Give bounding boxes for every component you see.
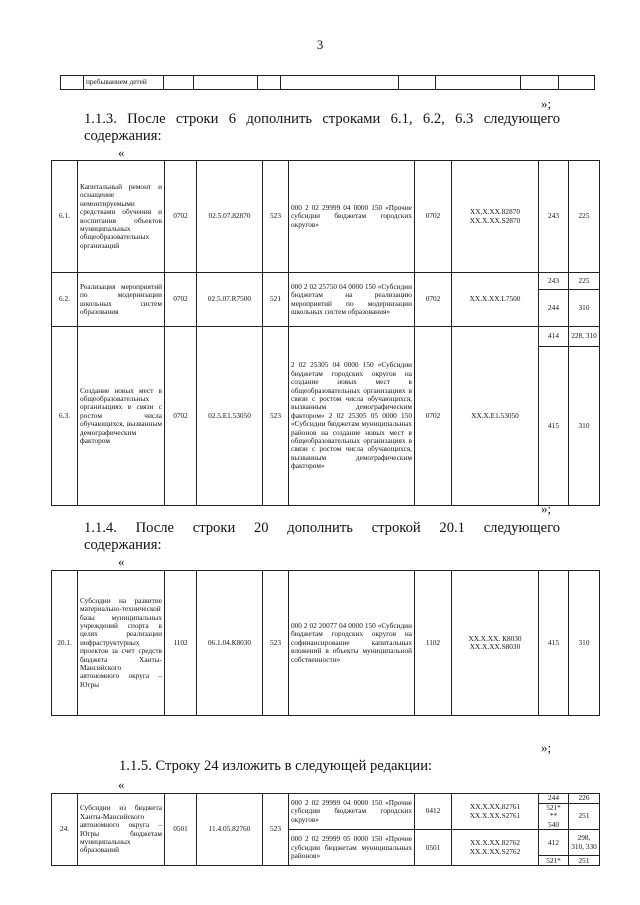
row-code2: 0501 <box>415 830 452 866</box>
row-name: Капитальный ремонт и оснащение немонтируемыми средствами обучения и воспитания объектов муниципальных общеобразовательных организаций <box>78 161 165 273</box>
table-1-1-5 <box>51 793 600 866</box>
closing-quote: »; <box>541 501 552 516</box>
row-b: 225 <box>569 161 600 273</box>
row-num: 6.3. <box>52 327 78 506</box>
row-vr: 523 <box>263 571 289 716</box>
section-1-1-4-heading-cont: содержания: <box>84 537 162 553</box>
top-table-fragment <box>60 75 595 90</box>
row-code2: 0702 <box>415 273 452 327</box>
row-a: 415 <box>539 571 569 716</box>
row-name: Создание новых мест в общеобразовательных организациях в связи с ростом числа обучающихся, вызванным демографическим фактором <box>78 327 165 506</box>
row-a: 412 <box>539 830 569 856</box>
closing-quote: »; <box>541 740 552 755</box>
opening-quote: « <box>118 777 125 792</box>
row-b: 226 <box>569 794 600 804</box>
row-vr: 523 <box>263 161 289 273</box>
table-1-1-4 <box>51 570 600 716</box>
section-1-1-3-heading: 1.1.3. После строки 6 дополнить строками 6.1, 6.2, 6.3 следующего <box>84 111 560 127</box>
row-code: 1102 <box>165 571 197 716</box>
row-b: 310 <box>569 571 600 716</box>
row-csr: 02.5.Е1.53050 <box>197 327 263 506</box>
row-vr: 521 <box>263 273 289 327</box>
page-number: 3 <box>316 37 324 52</box>
table-1-1-3 <box>51 160 600 506</box>
row-kbk: XX.X.XX. К8030 XX.X.XX.S8030 <box>452 571 539 716</box>
section-1-1-5-heading: 1.1.5. Строку 24 изложить в следующей редакции: <box>119 758 433 774</box>
row-b: 298, 310, 330 <box>569 830 600 856</box>
row-vr: 523 <box>263 794 289 866</box>
row-num: 24. <box>52 794 78 866</box>
row-name: Субсидии из бюджета Ханты-Мансийского автономного округа – Югры бюджетам муниципальных образований <box>78 794 165 866</box>
section-1-1-3-heading-cont: содержания: <box>84 128 162 144</box>
row-b: 225 <box>569 273 600 290</box>
row-a: 415 <box>539 347 569 506</box>
row-income: 2 02 25305 04 0000 150 «Субсидии бюджетам городских округов на создание новых мест в общеобразовательных организациях в связи с ростом числа обучающихся, вызванным демографическим фактором» 2 02 25305 05 0000 150 «Субсидии бюджетам муниципальных районов на создание новых мест в общеобразовательных организациях в связи с ростом числа обучающихся, вызванным демографическим фактором» <box>289 327 415 506</box>
row-vr: 523 <box>263 327 289 506</box>
table-row <box>52 161 600 273</box>
row-b: 228, 310 <box>569 327 600 347</box>
row-b: 310 <box>569 290 600 327</box>
row-kbk: XX.X.XX.82761 XX.X.XX.S2761 <box>452 794 539 830</box>
row-income: 000 2 02 29999 05 0000 150 «Прочие субсидии бюджетам муниципальных районов» <box>289 830 415 866</box>
row-code2: 0412 <box>415 794 452 830</box>
row-code2: 1102 <box>415 571 452 716</box>
row-code: 0702 <box>165 327 197 506</box>
row-name: Субсидии на развитие материально-технической базы муниципальных учреждений спорта в целях реализации инфраструктурных проектов за счет средств бюджета Ханты-Мансийского автономного округа – Югры <box>78 571 165 716</box>
opening-quote: « <box>118 554 125 569</box>
row-kbk: XX.X.Е1.53050 <box>452 327 539 506</box>
row-kbk: XX.X.XX.82870 XX.X.XX.S2870 <box>452 161 539 273</box>
table-row <box>52 794 600 804</box>
row-kbk: XX.X.XX.L7500 <box>452 273 539 327</box>
row-csr: 02.5.07.82870 <box>197 161 263 273</box>
row-income: 000 2 02 25750 04 0000 150 «Субсидии бюджетам на реализацию мероприятий по модернизации школьных систем образования» <box>289 273 415 327</box>
row-code: 0501 <box>165 794 197 866</box>
row-code: 0702 <box>165 161 197 273</box>
row-a: 244 <box>539 290 569 327</box>
row-b: 310 <box>569 347 600 506</box>
row-a: 243 <box>539 161 569 273</box>
row-csr: 11.4.05.82760 <box>197 794 263 866</box>
row-a: 414 <box>539 327 569 347</box>
table-row <box>52 571 600 716</box>
section-1-1-4-heading: 1.1.4. После строки 20 дополнить строкой 20.1 следующего <box>84 520 560 536</box>
row-b: 251 <box>569 856 600 866</box>
row-csr: 06.1.04.К8030 <box>197 571 263 716</box>
row-a: 521* <box>539 856 569 866</box>
opening-quote: « <box>118 145 125 160</box>
row-num: 20.1. <box>52 571 78 716</box>
row-code2: 0702 <box>415 327 452 506</box>
row-a: 244 <box>539 794 569 804</box>
closing-quote: »; <box>541 96 552 111</box>
row-csr: 02.5.07.R7500 <box>197 273 263 327</box>
row-b: 251 <box>569 804 600 830</box>
row-income: 000 2 02 29999 04 0000 150 «Прочие субсидии бюджетам городских округов» <box>289 161 415 273</box>
top-row-text: пребыванием детей <box>84 76 164 90</box>
row-a: 243 <box>539 273 569 290</box>
table-row <box>52 327 600 347</box>
row-num: 6.1. <box>52 161 78 273</box>
row-income: 000 2 02 29999 04 0000 150 «Прочие субсидии бюджетам городских округов» <box>289 794 415 830</box>
row-income: 000 2 02 20077 04 0000 150 «Субсидии бюджетам городских округов на софинансирование капитальных вложений в объекты муниципальной собственности» <box>289 571 415 716</box>
row-a: 521* ** 540 <box>539 804 569 830</box>
row-kbk: XX.X.XX.82762 XX.X.XX.S2762 <box>452 830 539 866</box>
table-row <box>52 273 600 290</box>
row-num: 6.2. <box>52 273 78 327</box>
row-code: 0702 <box>165 273 197 327</box>
row-code2: 0702 <box>415 161 452 273</box>
row-name: Реализация мероприятий по модернизации школьных систем образования <box>78 273 165 327</box>
